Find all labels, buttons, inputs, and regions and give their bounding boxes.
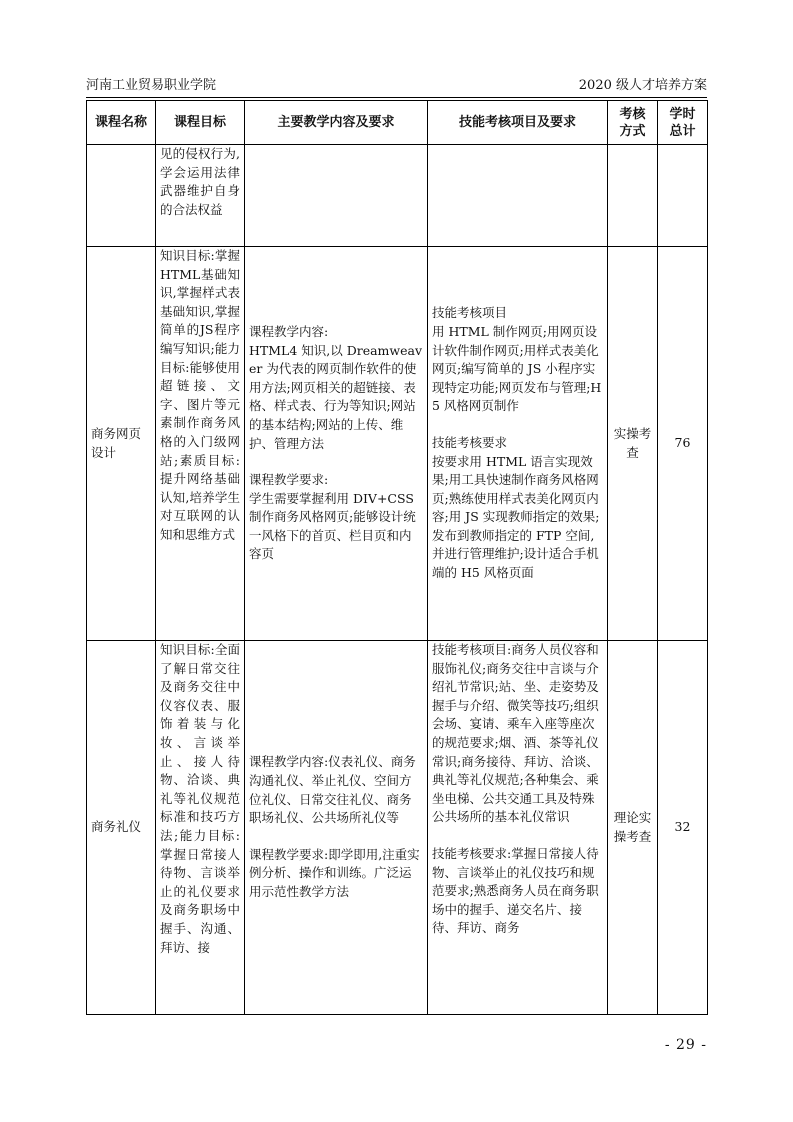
content-label: 课程教学内容: [249, 323, 329, 339]
col-header-skills: 技能考核项目及要求 [428, 101, 608, 145]
course-goal: 见的侵权行为,学会运用法律武器维护自身的合法权益 [156, 145, 245, 247]
curriculum-table [86, 100, 708, 1015]
col-header-content: 主要教学内容及要求 [245, 101, 428, 145]
course-goal: 知识目标:掌握HTML基础知识,掌握样式表基础知识,掌握简单的JS程序编写知识;能力目标:能够使用超链接、文字、图片等元素制作商务风格的入门级网站;素质目标:提升网络基础认知,培养学生对互联网的认知和思维方式 [156, 247, 245, 641]
col-header-name: 课程名称 [87, 101, 156, 145]
content-text: HTML4 知识,以 Dreamweaver 为代表的网页制作软件的使用方法;网页相关的超链接、表格、样式表、行为等知识;网站的基本结构;网站的上传、维护、管理方法 [249, 342, 423, 451]
skills-req-text: 技能考核要求:掌握日常接人待物、言谈举止的礼仪技巧和规范要求;熟悉商务人员在商务职场中的握手、递交名片、接待、拜访、商务 [432, 845, 599, 936]
course-content [245, 247, 428, 641]
table-row [87, 145, 708, 247]
skills-req-text: 按要求用 HTML 语言实现效果;用工具快速制作商务风格网页;熟练使用样式表美化网页内容;用 JS 实现教师指定的效果;发布到教师指定的 FTP 空间,并进行管理维护;设计适合手机端的 H5 风格页面 [432, 453, 600, 581]
skills-label: 技能考核项目 [432, 305, 508, 321]
course-assess: 理论实操考查 [608, 641, 658, 1015]
col-header-goal: 课程目标 [156, 101, 245, 145]
table-row [87, 247, 708, 641]
table-header-row [87, 101, 708, 145]
course-hours [658, 145, 708, 247]
school-name: 河南工业贸易职业学院 [86, 78, 217, 93]
course-hours: 76 [658, 247, 708, 641]
course-hours: 32 [658, 641, 708, 1015]
col-header-assess: 考核 方式 [608, 101, 658, 145]
course-goal: 知识目标:全面了解日常交往及商务交往中仪容仪表、服饰着装与化妆、言谈举止、接人待物、洽谈、典礼等礼仪规范标准和技巧方法;能力目标:掌握日常接人待物、言谈举止的礼仪要求及商务职场中握手、沟通、拜访、接 [156, 641, 245, 1015]
requirement-text: 学生需要掌握利用 DIV+CSS 制作商务风格网页;能够设计统一风格下的首页、栏目页和内容页 [249, 490, 416, 562]
course-content [245, 145, 428, 247]
skills-text: 用 HTML 制作网页;用网页设计软件制作网页;用样式表美化网页;编写简单的 JS 小程序实现特定功能;网页发布与管理;H5 风格网页制作 [432, 323, 602, 414]
table-row [87, 641, 708, 1015]
skills-req-label: 技能考核要求 [432, 434, 508, 450]
document-title: 2020 级人才培养方案 [578, 78, 707, 93]
skills-text: 技能考核项目:商务人员仪容和服饰礼仪;商务交往中言谈与介绍礼节常识;站、坐、走姿势及握手与介绍、微笑等技巧;组织会场、宴请、乘车入座等座次的规范要求;烟、酒、茶等礼仪常识;商务接待、拜访、洽谈、典礼等礼仪规范;各种集会、乘坐电梯、公共交通工具及特殊公共场所的基本礼仪常识 [432, 642, 599, 825]
col-header-hours: 学时 总计 [658, 101, 708, 145]
course-skills [428, 641, 608, 1015]
course-content [245, 641, 428, 1015]
requirement-text: 课程教学要求:即学即用,注重实例分析、操作和训练。广泛运用示范性教学方法 [249, 846, 420, 899]
page-number: - 29 - [664, 1037, 707, 1053]
content-text: 课程教学内容:仪表礼仪、商务沟通礼仪、举止礼仪、空间方位礼仪、日常交往礼仪、商务职场礼仪、公共场所礼仪等 [249, 754, 416, 826]
course-skills [428, 145, 608, 247]
course-name: 商务网页设计 [87, 247, 156, 641]
requirement-label: 课程教学要求: [249, 472, 329, 488]
course-assess: 实操考查 [608, 247, 658, 641]
course-skills [428, 247, 608, 641]
course-name: 商务礼仪 [87, 641, 156, 1015]
header-rule [86, 97, 707, 98]
course-name [87, 145, 156, 247]
course-assess [608, 145, 658, 247]
